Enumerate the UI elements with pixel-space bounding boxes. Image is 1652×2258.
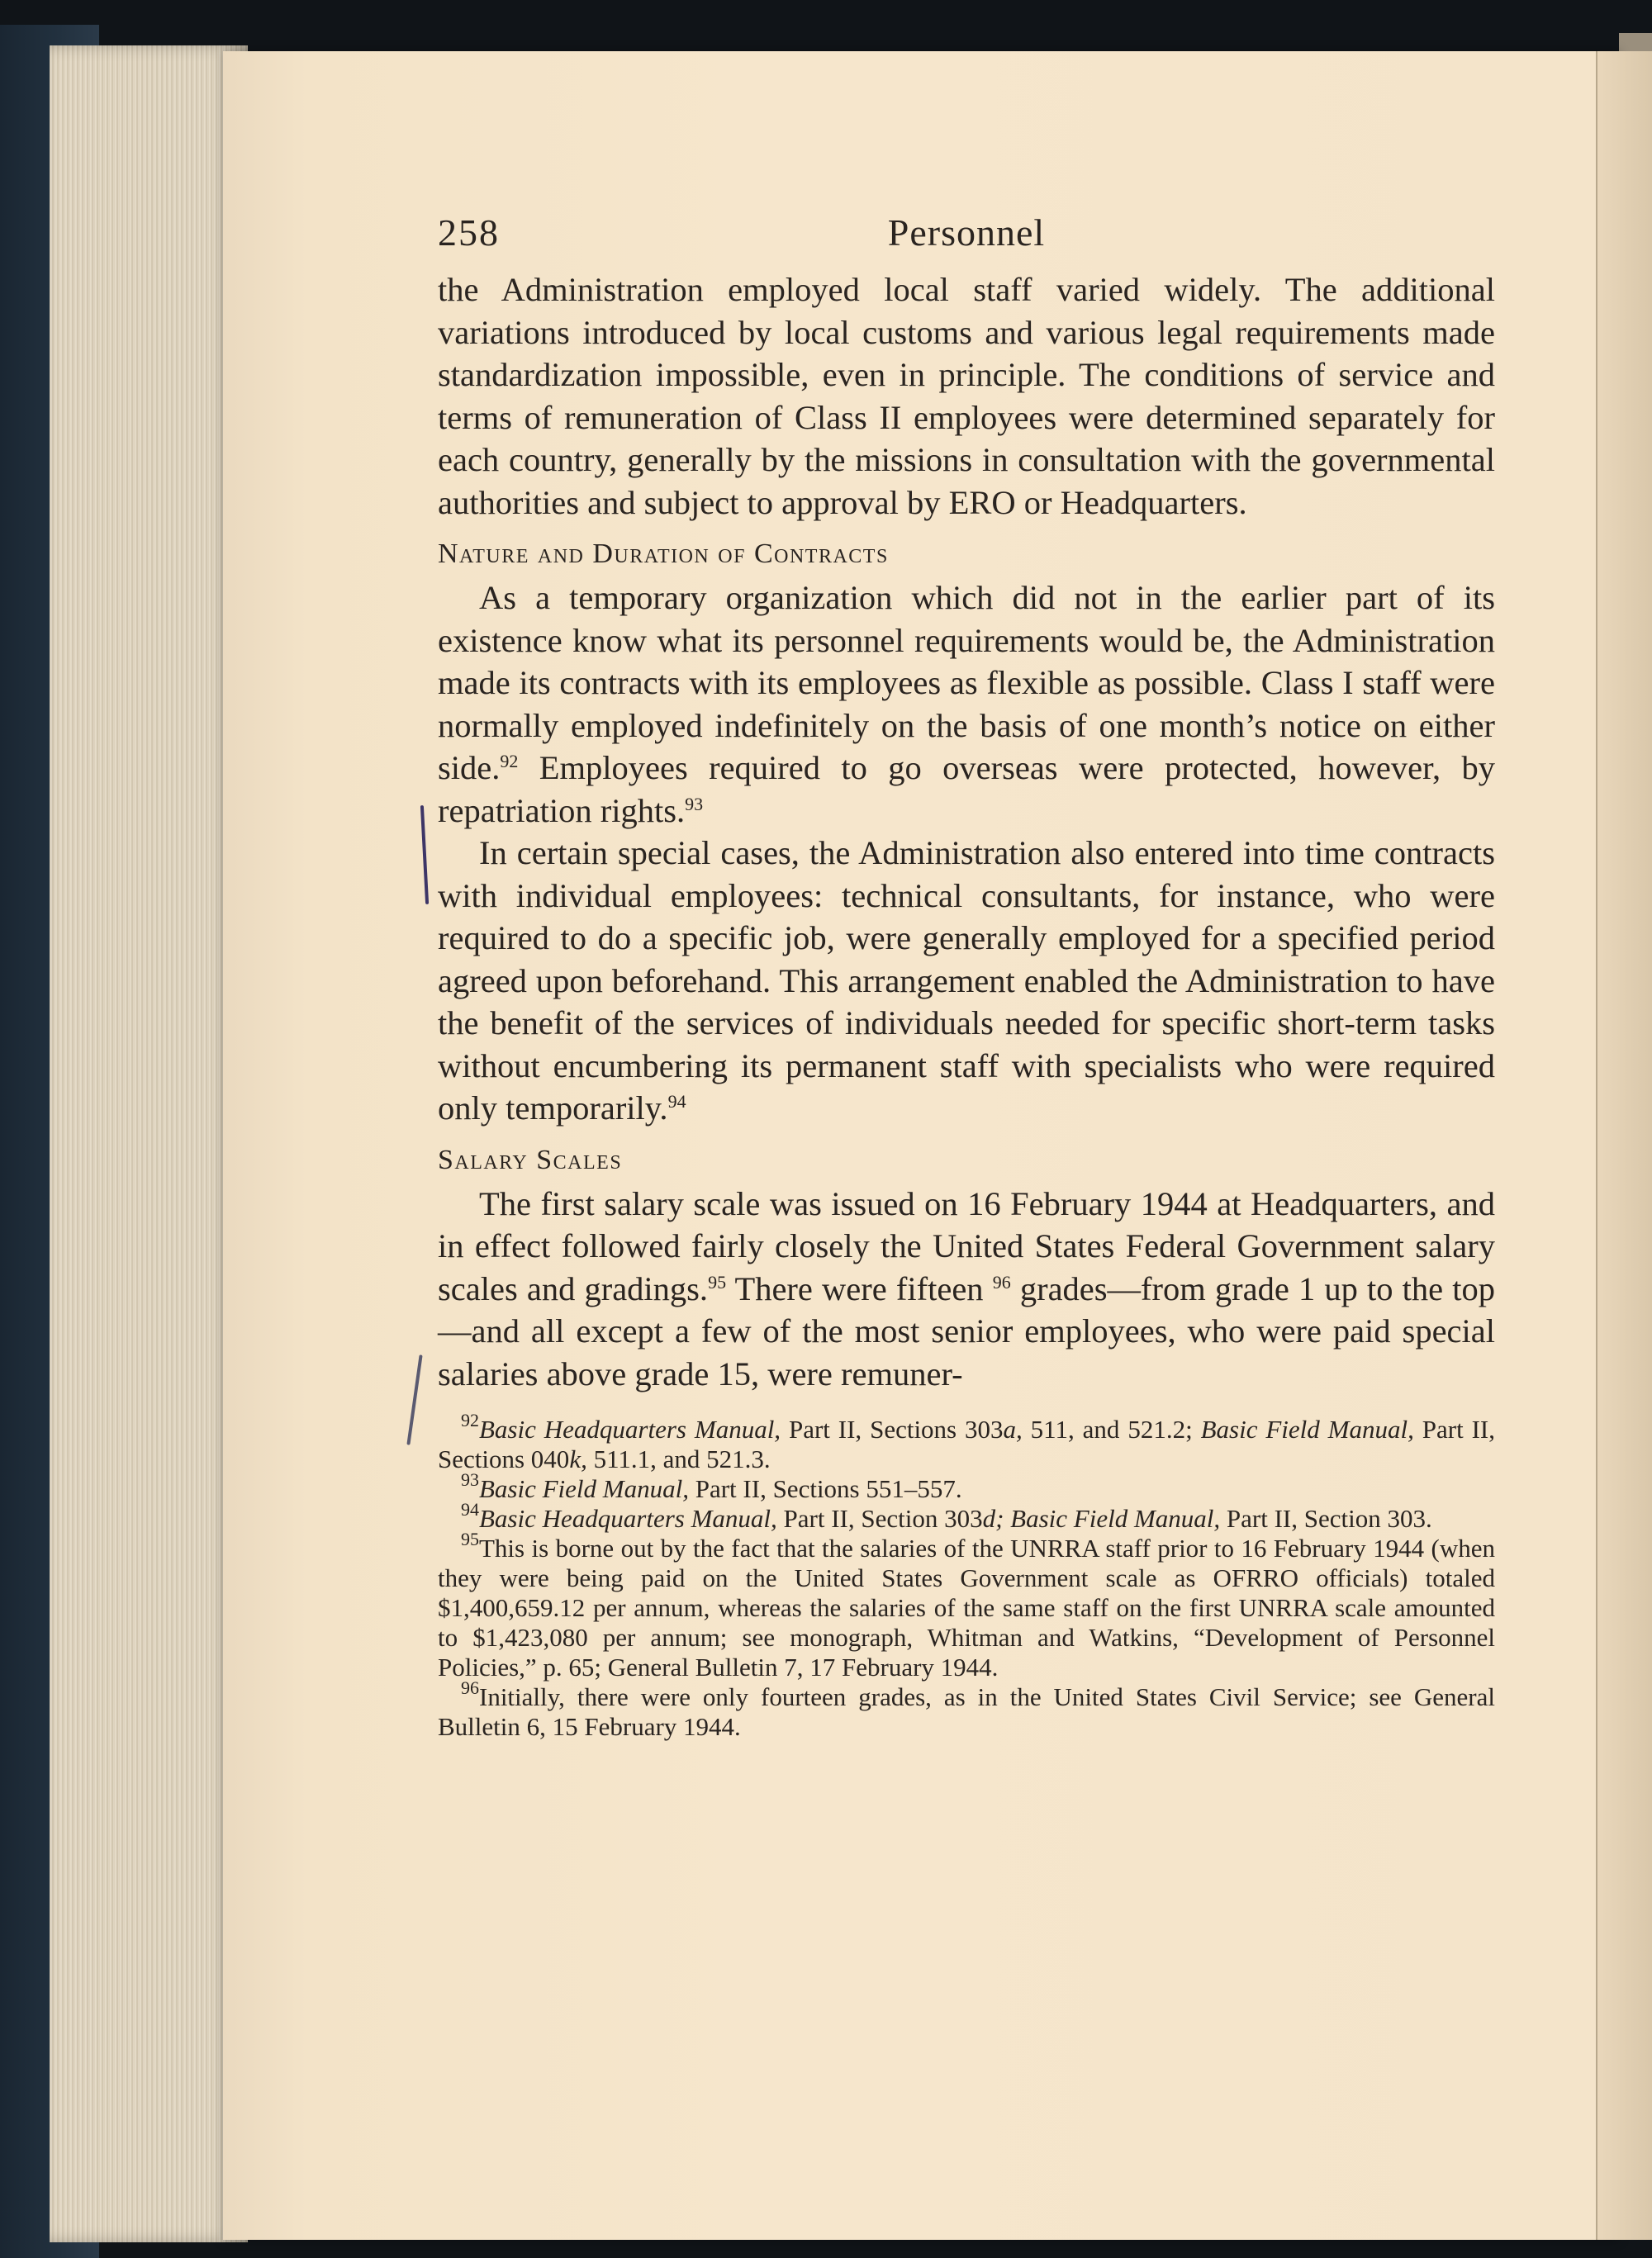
paragraph: As a temporary organization which did not in the earlier part of its existence know what its personnel requirements would be, the Administration made its contracts with its employees as flexible as possible. Class I staff were normally employed indefinitely on the basis of one month’s notice on either side.$^{92}$ Employees required to go overseas were protected, however, by repatriation rights.$^{93}$ bbox=[438, 579, 1495, 829]
footnote: $^{94}$Basic Headquarters Manual, Part II, Section 303d; Basic Field Manual, Part II, Section 303. bbox=[461, 1499, 1432, 1533]
paragraph: The first salary scale was issued on 16 February 1944 at Headquarters, and in effect followed fairly closely the United States Federal Government salary scales and gradings.$^{95}$ There were fifteen $^{96}$ grades—from grade 1 up to the top—and all except a few of the most senior employees, who were paid special salaries above grade 15, were remuner- bbox=[438, 1184, 1496, 1392]
section-heading: Nature and Duration of Contracts bbox=[438, 538, 889, 569]
footnotes bbox=[438, 1410, 1495, 1742]
footnote: $^{93}$Basic Field Manual, Part II, Sections 551–557. bbox=[461, 1469, 962, 1503]
paragraph: the Administration employed local staff varied widely. The additional variations introduced by local customs and various legal requirements made standardization impossible, even in principle. The conditions of service and terms of remuneration of Class II employees were determined separately for each country, generally by the missions in consultation with the governmental authorities and subject to approval by ERO or Headquarters. bbox=[438, 271, 1495, 521]
section-heading: Salary Scales bbox=[438, 1144, 623, 1175]
footnote: $^{92}$Basic Headquarters Manual, Part II, Sections 303a, 511, and 521.2; Basic Field Manual, Part II, Sections 040k, 511.1, and 521.3. bbox=[438, 1410, 1495, 1473]
paragraph: In certain special cases, the Administration also entered into time contracts with individual employees: technical consultants, for instance, who were required to do a specific job, were generally employed for a specified period agreed upon beforehand. This arrangement enabled the Administration to have the benefit of the services of individuals needed for specific short-term tasks without encumbering its permanent staff with specialists who were required only temporarily.$^{94}$ bbox=[438, 834, 1495, 1127]
facing-page-edge bbox=[1596, 51, 1652, 2240]
running-head: Personnel bbox=[887, 211, 1046, 254]
footnote: $^{96}$Initially, there were only fourteen grades, as in the United States Civil Service; see General Bulletin 6, 15 February 1944. bbox=[438, 1677, 1495, 1741]
footnote-ref: 92 bbox=[500, 751, 519, 771]
footnote-ref: 96 bbox=[992, 1271, 1011, 1293]
footnote-ref: 93 bbox=[685, 793, 704, 814]
footnote-ref: 95 bbox=[708, 1271, 727, 1293]
footnote-ref: 94 bbox=[667, 1091, 686, 1112]
page-edges bbox=[50, 45, 248, 2242]
page-header bbox=[438, 211, 1495, 268]
footnote: $^{95}$This is borne out by the fact that the salaries of the UNRRA staff prior to 16 February 1944 (when they were being paid on the United States Government scale as OFRRO officials) totaled $1,400,659.12 per annum, whereas the salaries of the same staff on the first UNRRA scale amounted to $1,423,080 per annum; see monograph, Whitman and Watkins, “Development of Personnel Policies,” p. 65; General Bulletin 7, 17 February 1944. bbox=[438, 1529, 1495, 1682]
page-content bbox=[438, 211, 1495, 1742]
page-number: 258 bbox=[438, 211, 500, 254]
